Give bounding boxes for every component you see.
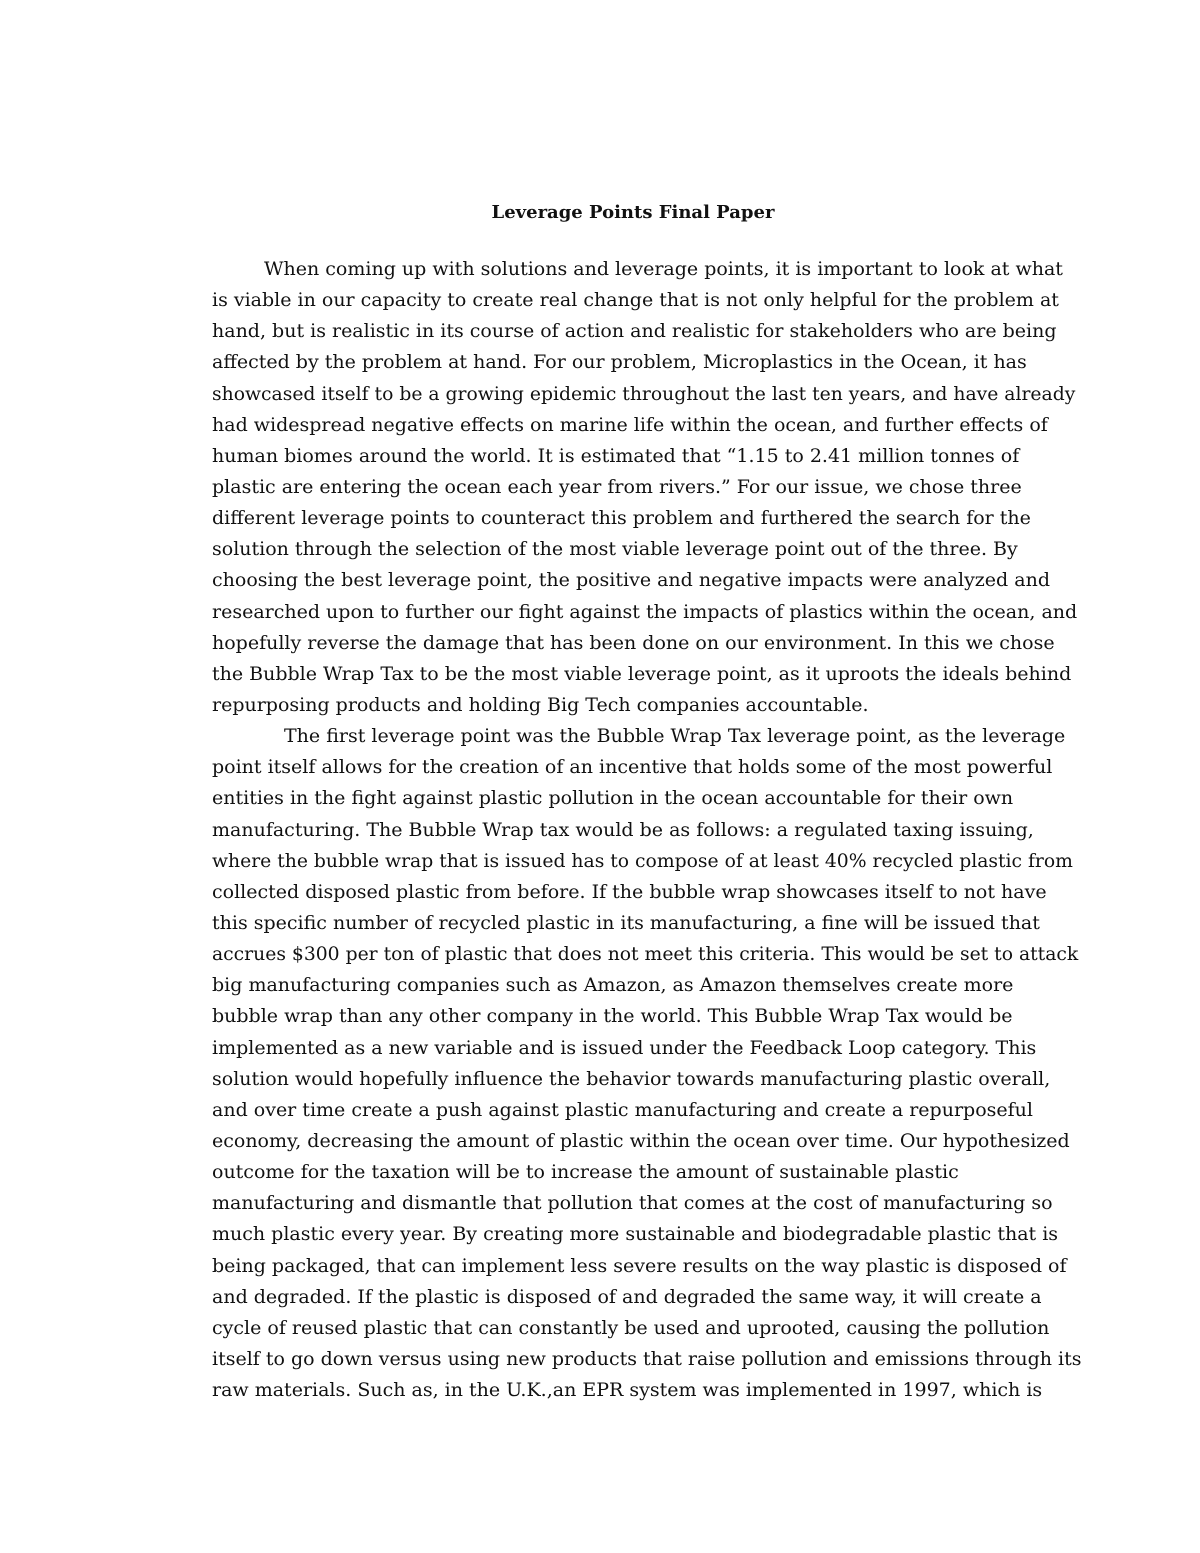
text-line: repurposing products and holding Big Tech companies accountable.	[212, 693, 869, 716]
text-line: implemented as a new variable and is issued under the Feedback Loop category. This	[212, 1036, 1037, 1059]
paragraph-1	[212, 254, 1082, 721]
text-line: is viable in our capacity to create real change that is not only helpful for the problem at	[212, 289, 1059, 312]
text-line: being packaged, that can implement less severe results on the way plastic is disposed of	[212, 1254, 1067, 1277]
text-line: bubble wrap than any other company in the world. This Bubble Wrap Tax would be	[212, 1005, 1013, 1028]
text-line: itself to go down versus using new products that raise pollution and emissions through its	[212, 1347, 1082, 1370]
text-line: accrues $300 per ton of plastic that does not meet this criteria. This would be set to attack	[212, 944, 1079, 966]
text-line: affected by the problem at hand. For our problem, Microplastics in the Ocean, it has	[212, 351, 1027, 374]
text-line: cycle of reused plastic that can constantly be used and uprooted, causing the pollution	[212, 1316, 1050, 1339]
text-line: entities in the fight against plastic pollution in the ocean accountable for their own	[212, 787, 1014, 810]
text-line: this specific number of recycled plastic in its manufacturing, a fine will be issued that	[212, 911, 1040, 934]
text-line: and over time create a push against plastic manufacturing and create a repurposeful	[212, 1098, 1033, 1121]
text-line: had widespread negative effects on marine life within the ocean, and further effects of	[212, 413, 1048, 436]
text-line: where the bubble wrap that is issued has to compose of at least 40% recycled plastic from	[212, 850, 1073, 872]
text-line: collected disposed plastic from before. If the bubble wrap showcases itself to not have	[212, 880, 1047, 903]
text-line: economy, decreasing the amount of plastic within the ocean over time. Our hypothesized	[212, 1129, 1070, 1152]
text-line: choosing the best leverage point, the positive and negative impacts were analyzed and	[212, 569, 1050, 592]
text-line: and degraded. If the plastic is disposed of and degraded the same way, it will create a	[212, 1285, 1042, 1308]
text-line: manufacturing. The Bubble Wrap tax would be as follows: a regulated taxing issuing,	[212, 818, 1034, 841]
text-line: researched upon to further our fight against the impacts of plastics within the ocean, and	[212, 600, 1078, 623]
text-line: solution would hopefully influence the behavior towards manufacturing plastic overall,	[212, 1067, 1051, 1090]
document-title: Leverage Points Final Paper	[491, 202, 775, 223]
text-line: solution through the selection of the most viable leverage point out of the three. By	[212, 538, 1018, 561]
text-line: raw materials. Such as, in the U.K.,an EPR system was implemented in 1997, which is	[212, 1379, 1043, 1402]
text-line: showcased itself to be a growing epidemic throughout the last ten years, and have already	[212, 383, 1076, 405]
text-line: When coming up with solutions and leverage points, it is important to look at what	[264, 258, 1063, 280]
text-line: plastic are entering the ocean each year from rivers.” For our issue, we chose three	[212, 475, 1022, 498]
text-line: much plastic every year. By creating more sustainable and biodegradable plastic that is	[212, 1223, 1059, 1246]
text-line: The first leverage point was the Bubble Wrap Tax leverage point, as the leverage	[284, 725, 1066, 748]
text-line: point itself allows for the creation of an incentive that holds some of the most powerful	[212, 756, 1053, 779]
text-line: big manufacturing companies such as Amazon, as Amazon themselves create more	[212, 974, 1014, 997]
text-line: outcome for the taxation will be to increase the amount of sustainable plastic	[212, 1161, 959, 1184]
text-line: the Bubble Wrap Tax to be the most viable leverage point, as it uproots the ideals behind	[212, 662, 1072, 685]
document-body	[212, 254, 1082, 1406]
text-line: hopefully reverse the damage that has been done on our environment. In this we chose	[212, 631, 1055, 654]
text-line: manufacturing and dismantle that pollution that comes at the cost of manufacturing so	[212, 1192, 1053, 1215]
text-line: hand, but is realistic in its course of action and realistic for stakeholders who are being	[212, 320, 1057, 343]
text-line: human biomes around the world. It is estimated that “1.15 to 2.41 million tonnes of	[212, 444, 1020, 467]
text-line: different leverage points to counteract this problem and furthered the search for the	[212, 507, 1031, 530]
paragraph-2	[212, 721, 1082, 1406]
